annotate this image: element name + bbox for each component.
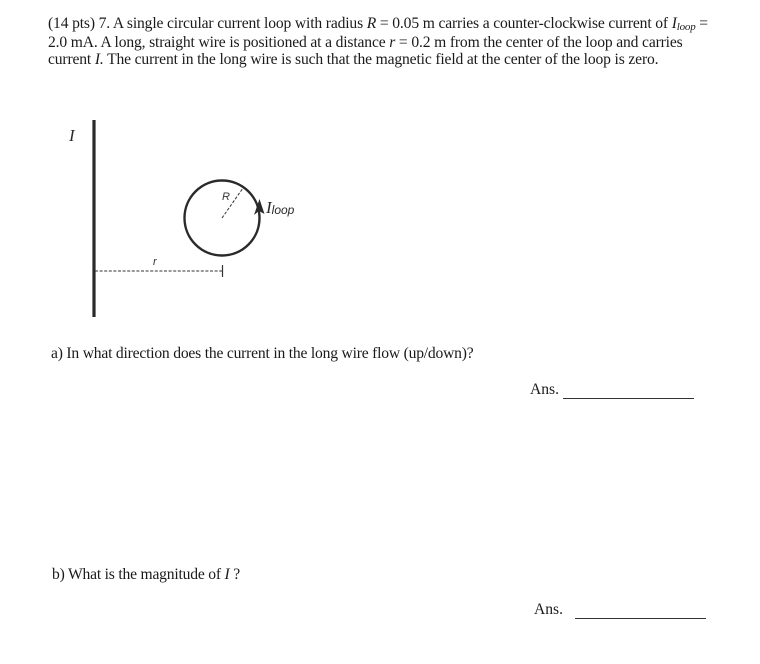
distance-symbol: r: [389, 34, 396, 51]
answer-b-label: Ans.: [534, 601, 564, 618]
problem-number: 7.: [98, 15, 111, 32]
loop-current-symbol: I: [671, 15, 677, 32]
answer-a-label: Ans.: [530, 381, 560, 398]
distance-label: r: [153, 256, 157, 268]
answer-b-field[interactable]: [575, 618, 706, 619]
question-b: b) What is the magnitude of I ?: [52, 566, 240, 583]
problem-text: (14 pts) 7. A single circular current loop with radius R = 0.05 m carries a counter-clockwise current of Iloop = 2.0 mA. A long, straight wire is positioned at a distance r = 0.2 m from the center of the loop and carries current I. The current in the long wire is such that the magnetic field at the center of the loop is zero.: [48, 15, 708, 68]
radius-label: R: [222, 191, 230, 203]
problem-points: (14 pts): [48, 15, 95, 32]
loop-current-label: Iloop: [266, 198, 295, 217]
wire-current-label: I: [69, 126, 75, 145]
question-a: a) In what direction does the current in the long wire flow (up/down)?: [51, 345, 474, 362]
wire-current-symbol: I.: [94, 51, 104, 68]
radius-symbol: R: [366, 15, 377, 32]
answer-a-field[interactable]: [563, 398, 694, 399]
